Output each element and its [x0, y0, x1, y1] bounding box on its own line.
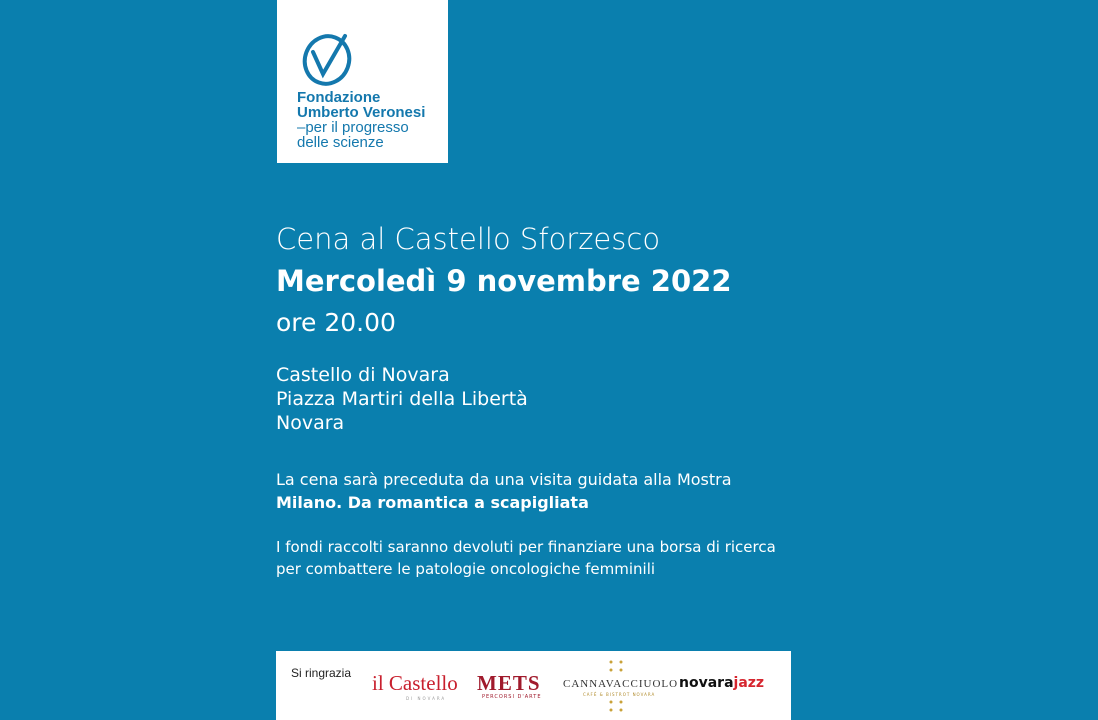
logo-text [297, 90, 425, 150]
sponsor-mets-logo: METS [477, 671, 541, 695]
event-address [276, 363, 528, 435]
sponsor-novarajazz-logo [679, 675, 764, 691]
novarajazz-part-2: jazz [733, 675, 765, 691]
sponsor-il-castello-sub: DI NOVARA [406, 696, 447, 701]
funds-line-1: I fondi raccolti saranno devoluti per finanziare una borsa di ricerca [276, 538, 776, 556]
event-title: Cena al Castello Sforzesco [276, 222, 661, 256]
thanks-label: Si ringrazia [291, 666, 352, 680]
address-line-2: Piazza Martiri della Libertà [276, 388, 528, 410]
funds-info [276, 536, 776, 580]
visit-info [276, 468, 732, 514]
logo-line-3: –per il progresso [297, 119, 409, 136]
foundation-logo [277, 0, 448, 163]
address-line-1: Castello di Novara [276, 364, 450, 386]
sponsors-bar [276, 651, 791, 720]
sponsor-cannavacciuolo-sub: CAFÉ & BISTROT NOVARA [583, 692, 656, 697]
exhibition-name: Milano. Da romantica a scapigliata [276, 493, 589, 512]
sponsor-il-castello-logo: il Castello [372, 671, 458, 695]
address-line-3: Novara [276, 412, 345, 434]
novarajazz-part-1: novara [679, 675, 734, 691]
sponsor-mets-sub: PERCORSI D'ARTE [482, 694, 542, 700]
event-date: Mercoledì 9 novembre 2022 [276, 264, 732, 298]
event-time: ore 20.00 [276, 308, 396, 337]
logo-line-1: Fondazione [297, 89, 381, 106]
logo-line-2: Umberto Veronesi [297, 104, 426, 121]
logo-line-4: delle scienze [297, 134, 384, 151]
visit-line-1: La cena sarà preceduta da una visita guidata alla Mostra [276, 470, 732, 489]
checkmark-circle-icon [297, 30, 357, 90]
funds-line-2: per combattere le patologie oncologiche femminili [276, 560, 656, 578]
sponsor-cannavacciuolo-logo: CANNAVACCIUOLO [563, 678, 679, 690]
